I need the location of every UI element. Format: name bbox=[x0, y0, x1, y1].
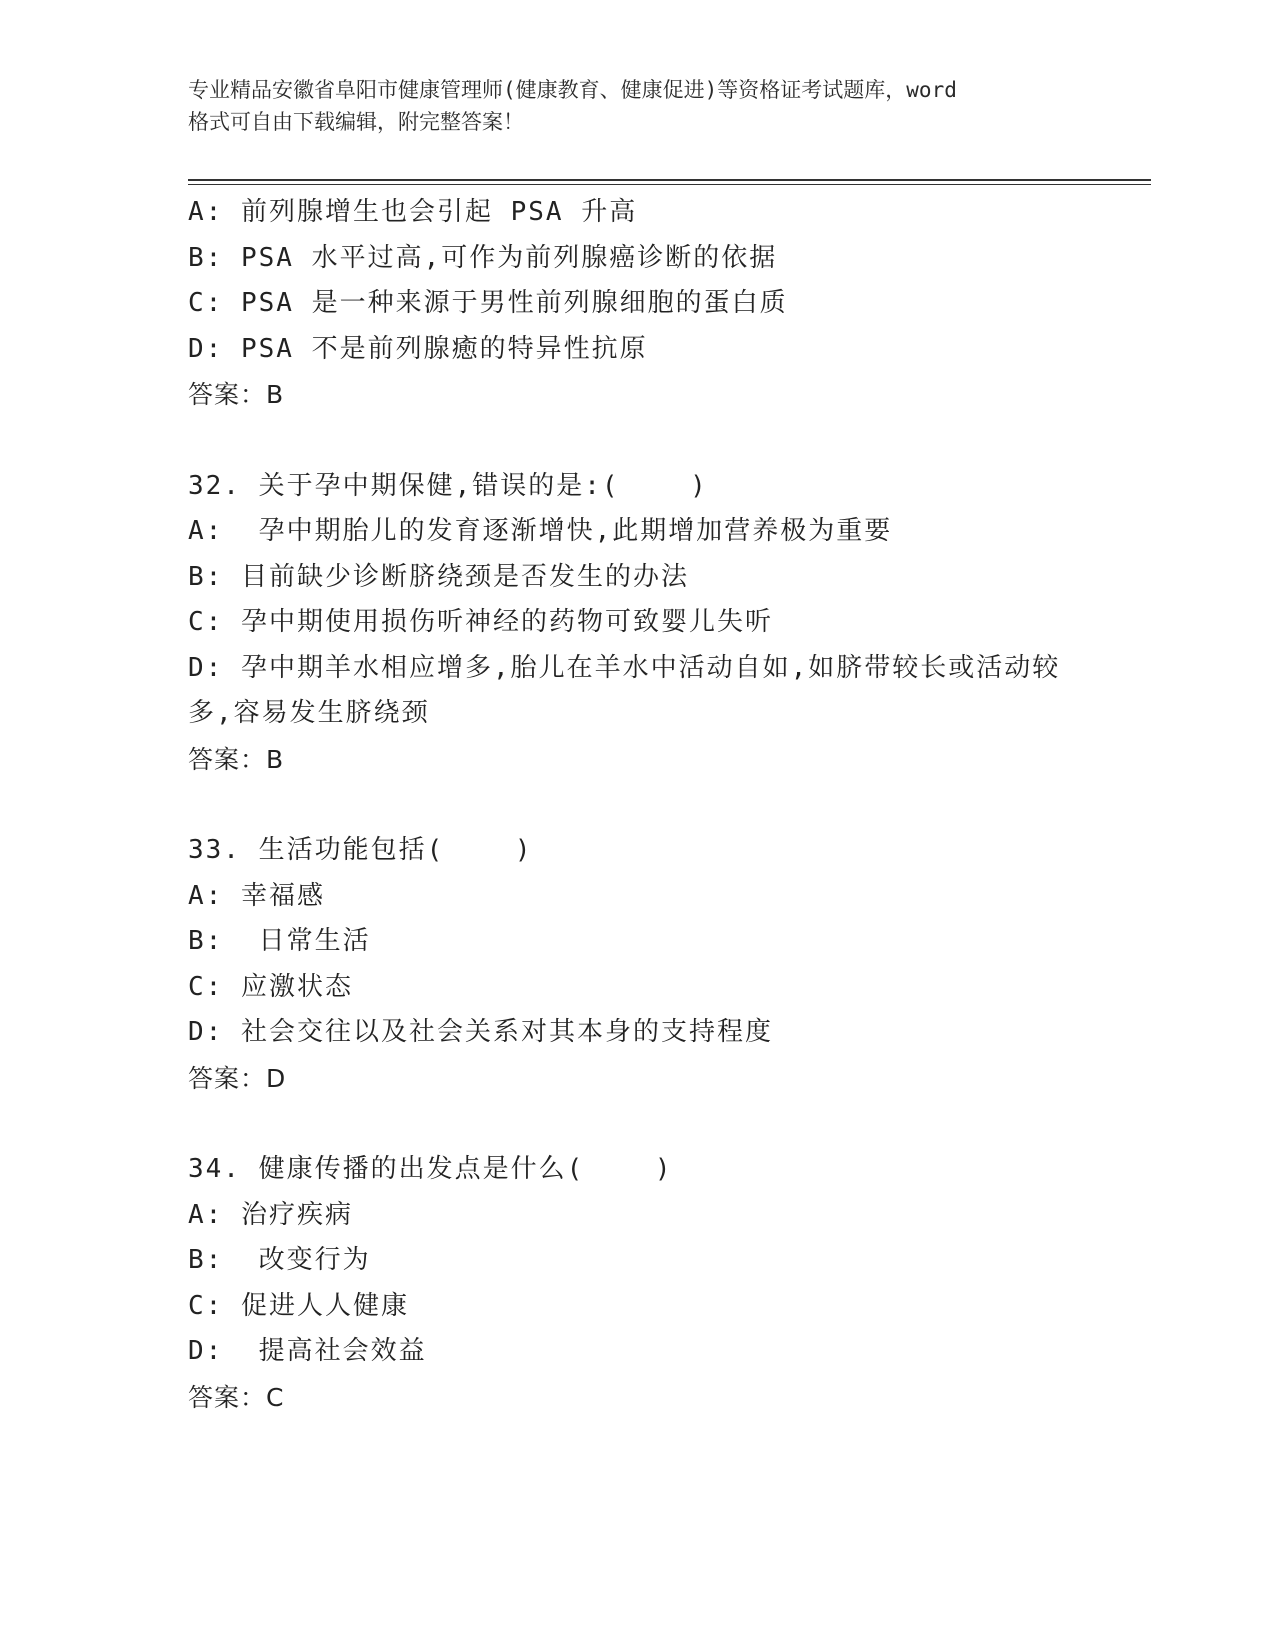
option-d: D: PSA 不是前列腺癒的特异性抗原 bbox=[188, 333, 648, 364]
option-d-continued: 多,容易发生脐绕颈 bbox=[188, 698, 430, 728]
option-a: A: 幸福感 bbox=[188, 880, 325, 911]
option-a: A: 治疗疾病 bbox=[188, 1199, 353, 1230]
option-a: A: 前列腺增生也会引起 PSA 升高 bbox=[188, 197, 638, 227]
question-33 bbox=[188, 828, 1088, 1101]
option-d: D: 提高社会效益 bbox=[188, 1336, 427, 1366]
option-a: A: 孕中期胎儿的发育逐渐增快,此期增加营养极为重要 bbox=[188, 516, 893, 546]
answer: 答案：D bbox=[188, 1063, 287, 1093]
question-text: 33. 生活功能包括( ) bbox=[188, 835, 533, 865]
question-text: 32. 关于孕中期保健,错误的是:( ) bbox=[188, 470, 708, 501]
header-line-2: 格式可自由下载编辑，附完整答案！ bbox=[188, 110, 524, 134]
spacer bbox=[188, 1101, 1088, 1147]
header-divider-thick bbox=[188, 179, 1151, 181]
spacer bbox=[188, 782, 1088, 828]
option-c: C: 促进人人健康 bbox=[188, 1290, 409, 1321]
option-b: B: 目前缺少诊断脐绕颈是否发生的办法 bbox=[188, 561, 689, 592]
question-content bbox=[188, 190, 1088, 1420]
question-31-tail bbox=[188, 190, 1088, 418]
answer: 答案：B bbox=[188, 380, 285, 409]
option-b: B: 改变行为 bbox=[188, 1245, 371, 1275]
option-b: B: PSA 水平过高,可作为前列腺癌诊断的依据 bbox=[188, 242, 778, 273]
header-line-1: 专业精品安徽省阜阳市健康管理师(健康教育、健康促进)等资格证考试题库，word bbox=[188, 78, 957, 102]
option-d: D: 孕中期羊水相应增多,胎儿在羊水中活动自如,如脐带较长或活动较 bbox=[188, 652, 1061, 683]
question-32 bbox=[188, 464, 1088, 783]
answer: 答案：B bbox=[188, 744, 285, 774]
answer: 答案：C bbox=[188, 1382, 285, 1412]
option-b: B: 日常生活 bbox=[188, 926, 371, 956]
spacer bbox=[188, 418, 1088, 464]
question-34 bbox=[188, 1147, 1088, 1420]
header-divider-thin bbox=[188, 184, 1151, 185]
option-d: D: 社会交往以及社会关系对其本身的支持程度 bbox=[188, 1017, 773, 1047]
document-header bbox=[188, 74, 1088, 138]
option-c: C: PSA 是一种来源于男性前列腺细胞的蛋白质 bbox=[188, 288, 788, 318]
option-c: C: 孕中期使用损伤听神经的药物可致婴儿失听 bbox=[188, 607, 773, 637]
question-text: 34. 健康传播的出发点是什么( ) bbox=[188, 1154, 673, 1184]
option-c: C: 应激状态 bbox=[188, 971, 353, 1002]
